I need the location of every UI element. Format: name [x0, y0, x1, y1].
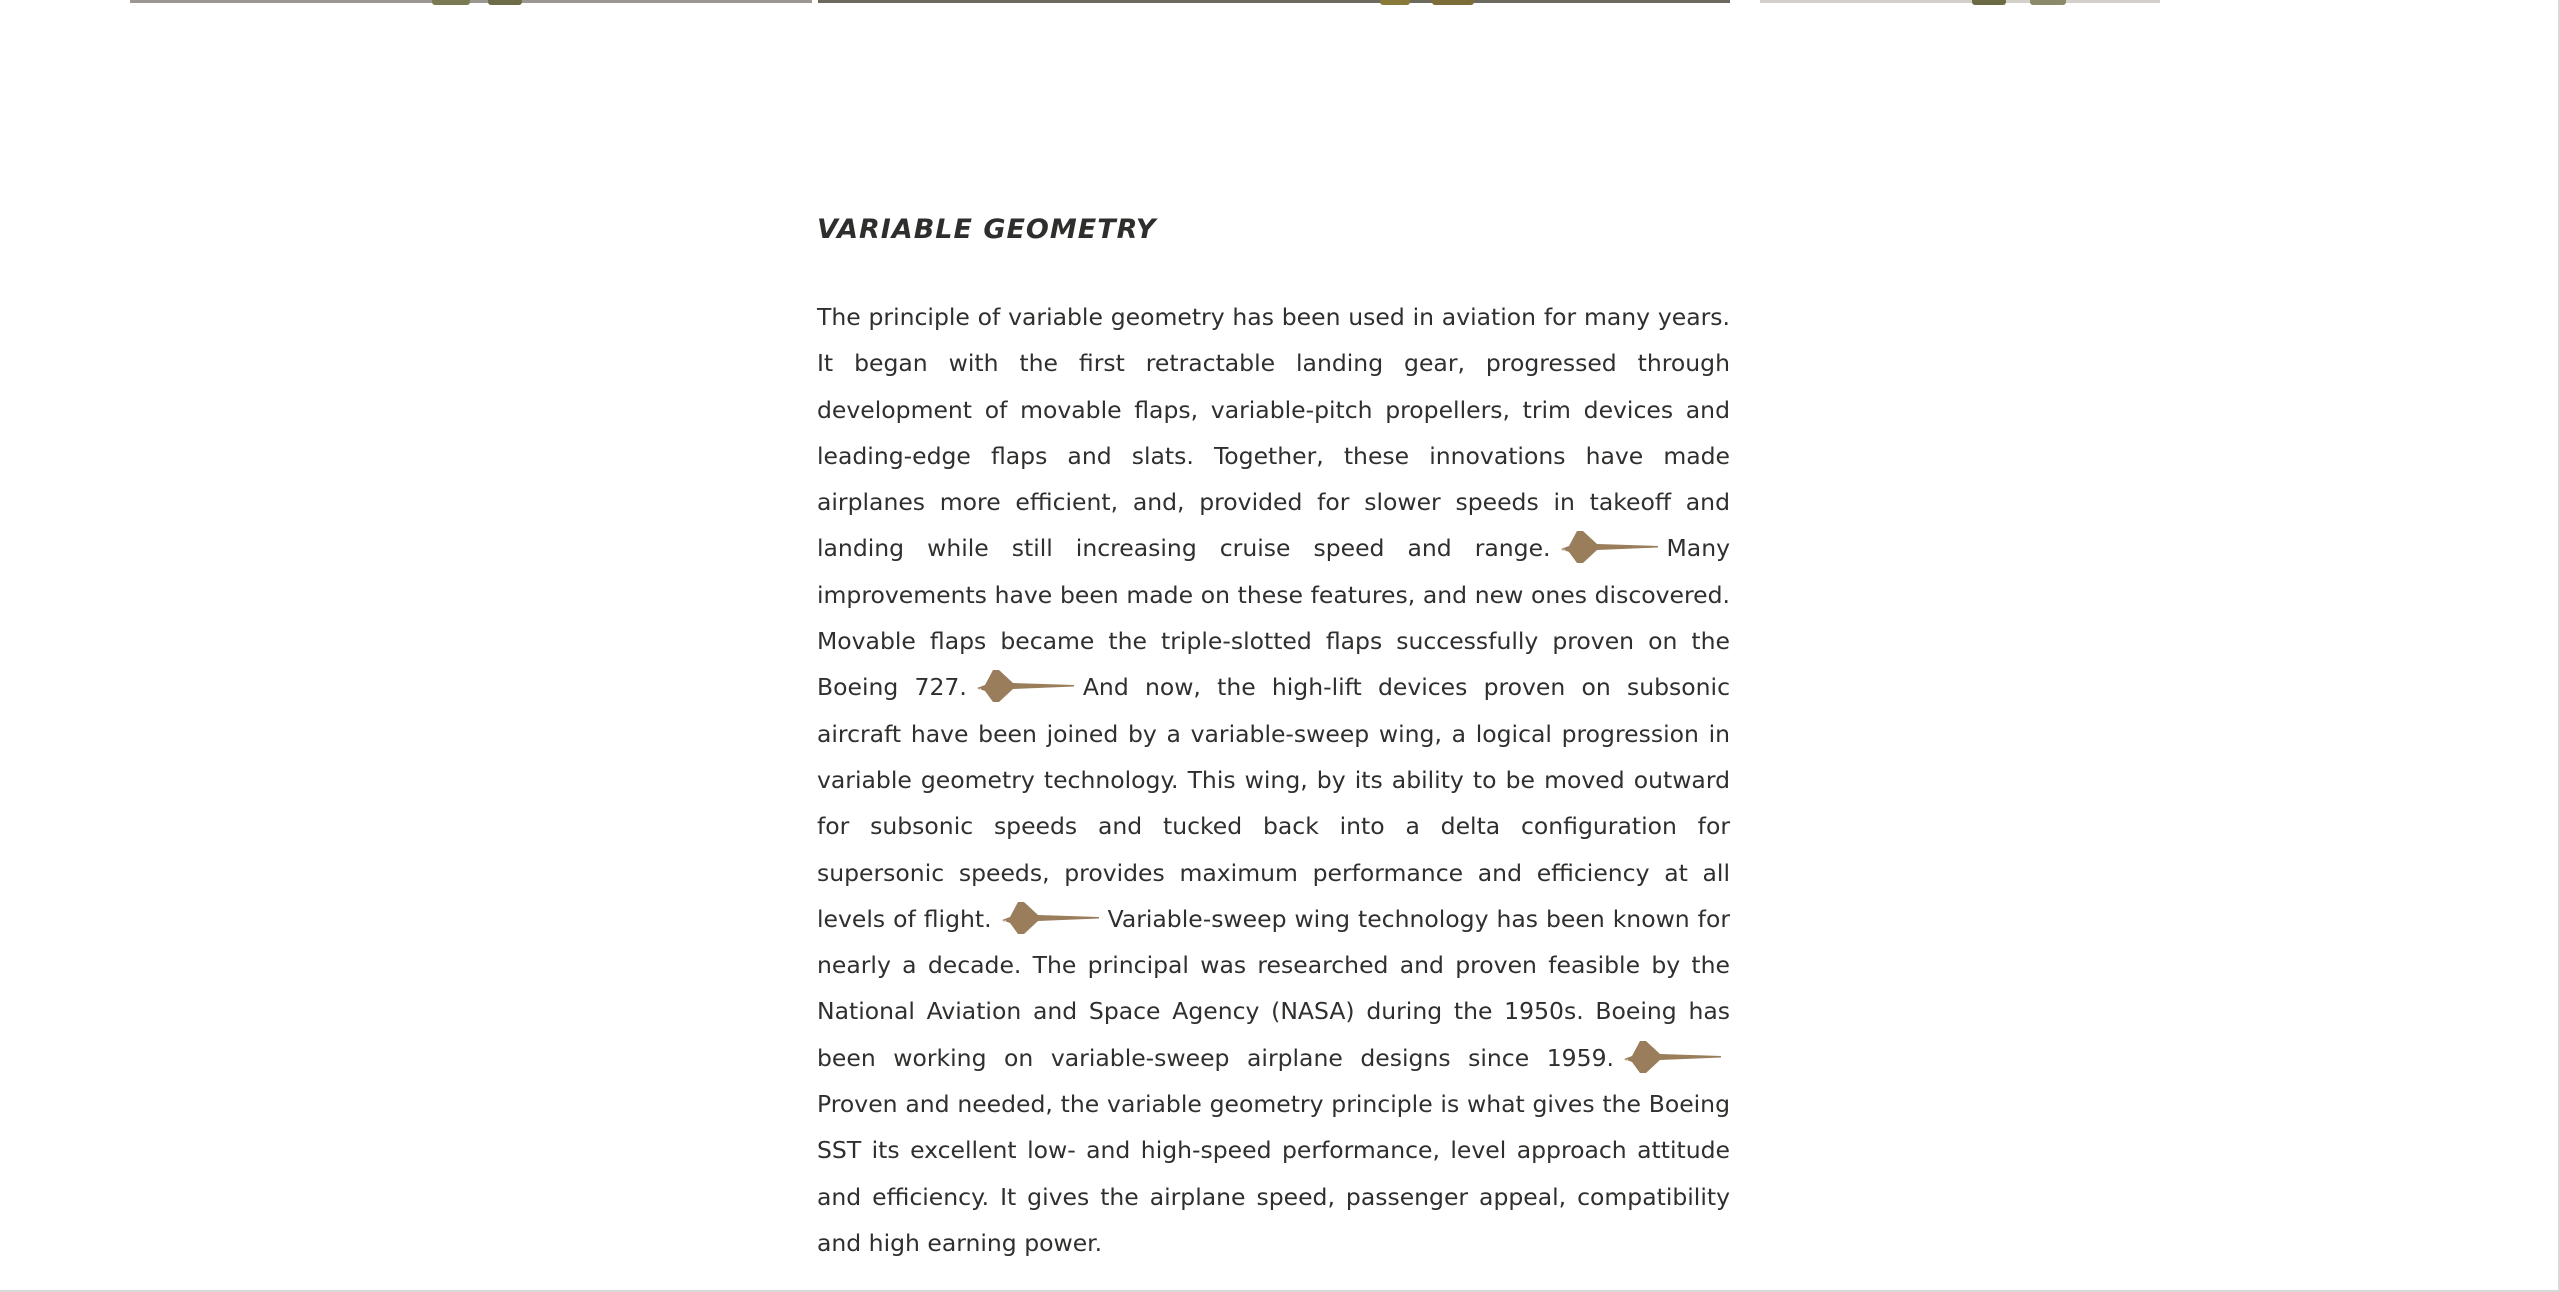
plane-svg	[1622, 1037, 1722, 1077]
body-segment: And now, the high-lift devices proven on subsonic aircraft have been joined by a variable-sweep wing, a logical progression in variable geometry technology. This wing, by its ability to be moved outward for subsonic speeds and tucked back into a delta configuration for supersonic speeds, provides maximum performance and efficiency at all levels of flight.	[817, 673, 1730, 933]
body-segment: Proven and needed, the variable geometry principle is what gives the Boeing SST its excellent low- and high-speed performance, level approach attitude and efficiency. It gives the airplane speed, passenger appeal, compatibility and high earning power.	[817, 1090, 1730, 1257]
plane-svg	[975, 666, 1075, 706]
body-segment: The principle of variable geometry has been used in aviation for many years. It began with the first retractable landing gear, progressed through development of movable flaps, variable-pitch propellers, trim devices and leading-edge flaps and slats. Together, these innovations have made airplanes more efficient, and, provided for slower speeds in takeoff and landing while still increasing cruise speed and range.	[817, 303, 1730, 563]
edge-artifact	[1972, 0, 2006, 5]
body-segment: Many improvements have been made on these features, and new ones discovered. Movable flaps became the triple-slotted flaps successfully proven on the Boeing 727.	[817, 534, 1730, 702]
article-title: VARIABLE GEOMETRY	[817, 214, 1157, 245]
plane-svg	[1559, 527, 1659, 567]
article-body	[817, 294, 1730, 1266]
edge-artifact	[432, 0, 470, 5]
sst-airplane-silhouette-icon	[1559, 527, 1659, 567]
previous-page-edge-center	[818, 0, 1730, 3]
previous-page-edge-right	[1760, 0, 2160, 3]
edge-artifact	[1432, 0, 1474, 5]
edge-artifact	[2030, 0, 2066, 5]
edge-artifact	[1380, 0, 1410, 5]
plane-svg	[1000, 898, 1100, 938]
sst-airplane-silhouette-icon	[1622, 1037, 1722, 1077]
previous-page-edge-left	[130, 0, 812, 3]
edge-artifact	[488, 0, 522, 5]
sst-airplane-silhouette-icon	[975, 666, 1075, 706]
body-segment: Variable-sweep wing technology has been known for nearly a decade. The principal was researched and proven feasible by the National Aviation and Space Agency (NASA) during the 1950s. Boeing has been working on variable-sweep airplane designs since 1959.	[817, 904, 1730, 1072]
sst-airplane-silhouette-icon	[1000, 898, 1100, 938]
article	[817, 210, 1730, 1266]
